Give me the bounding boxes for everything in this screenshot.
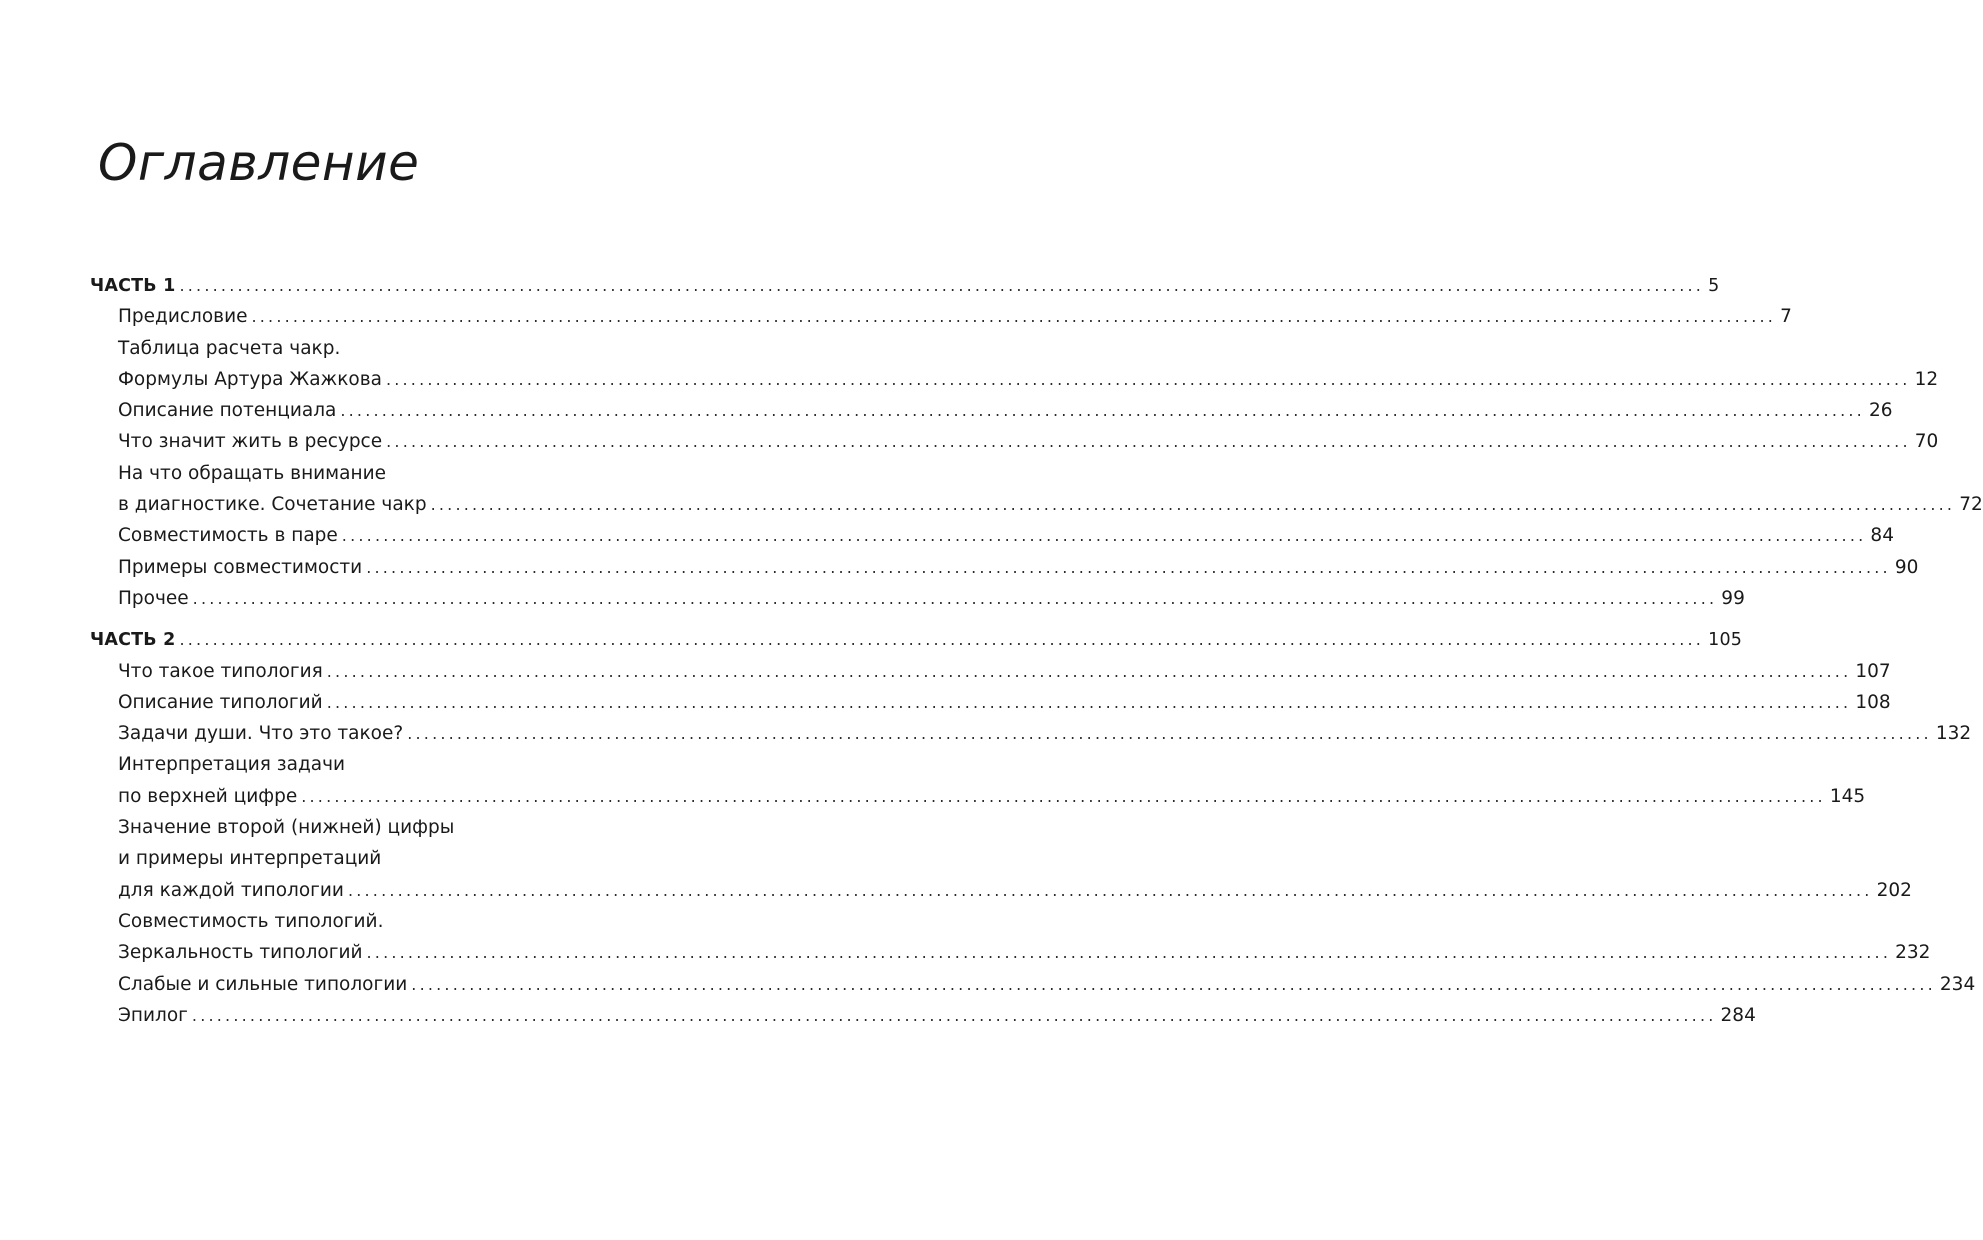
toc-section-part-1 — [90, 270, 1983, 614]
toc-entry-continued[interactable] — [90, 458, 635, 489]
toc-entry[interactable] — [90, 426, 1939, 457]
dot-leader: ........................................................................................................................................................................................ — [430, 495, 1956, 515]
toc-page-number: 84 — [1870, 525, 1894, 547]
toc-page-number: 99 — [1721, 587, 1745, 609]
toc-entry-continued[interactable] — [90, 749, 635, 780]
toc-page-number: 107 — [1855, 660, 1891, 682]
toc-entry-label: Таблица расчета чакр. — [118, 337, 341, 359]
toc-entry-label: и примеры интерпретаций — [118, 848, 382, 870]
dot-leader: ........................................................................................................................................................................................ — [251, 307, 1777, 327]
toc-entry-continued[interactable] — [90, 843, 635, 874]
toc-entry-label: Зеркальность типологий — [118, 942, 363, 964]
toc-entry[interactable] — [90, 489, 1983, 520]
dot-leader: ........................................................................................................................................................................................ — [385, 369, 1911, 389]
toc-entry[interactable] — [90, 687, 1891, 718]
toc-entry[interactable] — [90, 937, 1931, 968]
toc-entry-label: Интерпретация задачи — [118, 754, 346, 776]
dot-leader: ........................................................................................................................................................................................ — [326, 661, 1852, 681]
dot-leader: ........................................................................................................................................................................................ — [366, 943, 1892, 963]
toc-entry-label: Примеры совместимости — [118, 556, 363, 578]
toc-page-number: 284 — [1720, 1004, 1756, 1026]
toc-entry-label: Задачи души. Что это такое? — [118, 723, 404, 745]
toc-entry[interactable] — [90, 301, 1792, 332]
toc-page-number: 72 — [1959, 494, 1983, 516]
toc-page-number: 145 — [1829, 785, 1866, 807]
toc-entry-label: Совместимость в паре — [118, 525, 338, 547]
toc-entry-label: Описание потенциала — [118, 400, 337, 422]
dot-leader: ........................................................................................................................................................................................ — [347, 880, 1873, 900]
toc-entry-label: Что значит жить в ресурсе — [118, 431, 383, 453]
dot-leader: ........................................................................................................................................................................................ — [192, 588, 1718, 608]
toc-entry-label: Эпилог — [118, 1004, 188, 1026]
dot-leader: ........................................................................................................................................................................................ — [407, 724, 1932, 744]
dot-leader: ........................................................................................................................................................................................ — [411, 974, 1936, 994]
toc-entry[interactable] — [90, 1000, 1756, 1031]
toc-entry[interactable] — [90, 781, 1866, 812]
toc-page-number: 7 — [1780, 306, 1792, 328]
toc-page-number: 232 — [1895, 942, 1931, 964]
dot-leader: ........................................................................................................................................................................................ — [386, 432, 1911, 452]
dot-leader: ........................................................................................................................................................................................ — [191, 1005, 1717, 1025]
toc-entry-label: Значение второй (нижней) цифры — [118, 817, 455, 839]
dot-leader: ........................................................................................................................................................................................ — [340, 401, 1865, 421]
toc-entry-label: Описание типологий — [118, 691, 323, 713]
toc-part-heading[interactable] — [90, 270, 1720, 301]
toc-page-number: 5 — [1708, 276, 1720, 296]
dot-leader: ........................................................................................................................................................................................ — [179, 630, 1705, 650]
toc-entry-label: Совместимость типологий. — [118, 910, 384, 932]
toc-part-label: ЧАСТЬ 1 — [90, 276, 176, 296]
toc-entry-label: по верхней цифре — [118, 785, 298, 807]
toc-entry-continued[interactable] — [90, 906, 635, 937]
toc-section-part-2 — [90, 624, 1976, 1031]
toc-entry[interactable] — [90, 656, 1891, 687]
toc-entry-label: в диагностике. Сочетание чакр — [118, 494, 427, 516]
toc-entry[interactable] — [90, 364, 1939, 395]
dot-leader: ........................................................................................................................................................................................ — [179, 276, 1705, 295]
toc-part-label: ЧАСТЬ 2 — [90, 630, 176, 651]
toc-entry-label: Формулы Артура Жажкова — [118, 368, 382, 390]
toc-entry[interactable] — [90, 718, 1972, 749]
toc-entry[interactable] — [90, 969, 1976, 1000]
toc-page-number: 234 — [1939, 973, 1976, 995]
toc-entry[interactable] — [90, 875, 1912, 906]
toc-entry-label: Прочее — [118, 587, 189, 609]
dot-leader: ........................................................................................................................................................................................ — [341, 526, 1867, 546]
toc-page-number: 202 — [1876, 879, 1912, 901]
toc-part-heading[interactable] — [90, 624, 1743, 655]
toc-page-number: 108 — [1855, 691, 1891, 713]
toc-entry-label: На что обращать внимание — [118, 462, 386, 484]
toc-page-number: 132 — [1935, 723, 1972, 745]
dot-leader: ........................................................................................................................................................................................ — [366, 557, 1891, 577]
toc-entry-label: Что такое типология — [118, 660, 323, 682]
toc-page-number: 105 — [1708, 630, 1743, 651]
toc-page-number: 26 — [1868, 400, 1893, 422]
table-of-contents — [90, 270, 1983, 1031]
toc-entry[interactable] — [90, 552, 1919, 583]
toc-entry-continued[interactable] — [90, 812, 635, 843]
toc-entry[interactable] — [90, 520, 1894, 551]
toc-entry[interactable] — [90, 583, 1745, 614]
dot-leader: ........................................................................................................................................................................................ — [301, 786, 1826, 806]
toc-entry-label: для каждой типологии — [118, 879, 344, 901]
toc-entry-label: Предисловие — [118, 306, 248, 328]
toc-page-number: 12 — [1914, 368, 1939, 390]
toc-entry[interactable] — [90, 395, 1893, 426]
page-title: Оглавление — [98, 134, 420, 192]
toc-page-number: 90 — [1894, 556, 1919, 578]
toc-page-number: 70 — [1914, 431, 1939, 453]
dot-leader: ........................................................................................................................................................................................ — [326, 692, 1852, 712]
toc-entry-continued[interactable] — [90, 333, 635, 364]
toc-entry-label: Слабые и сильные типологии — [118, 973, 408, 995]
